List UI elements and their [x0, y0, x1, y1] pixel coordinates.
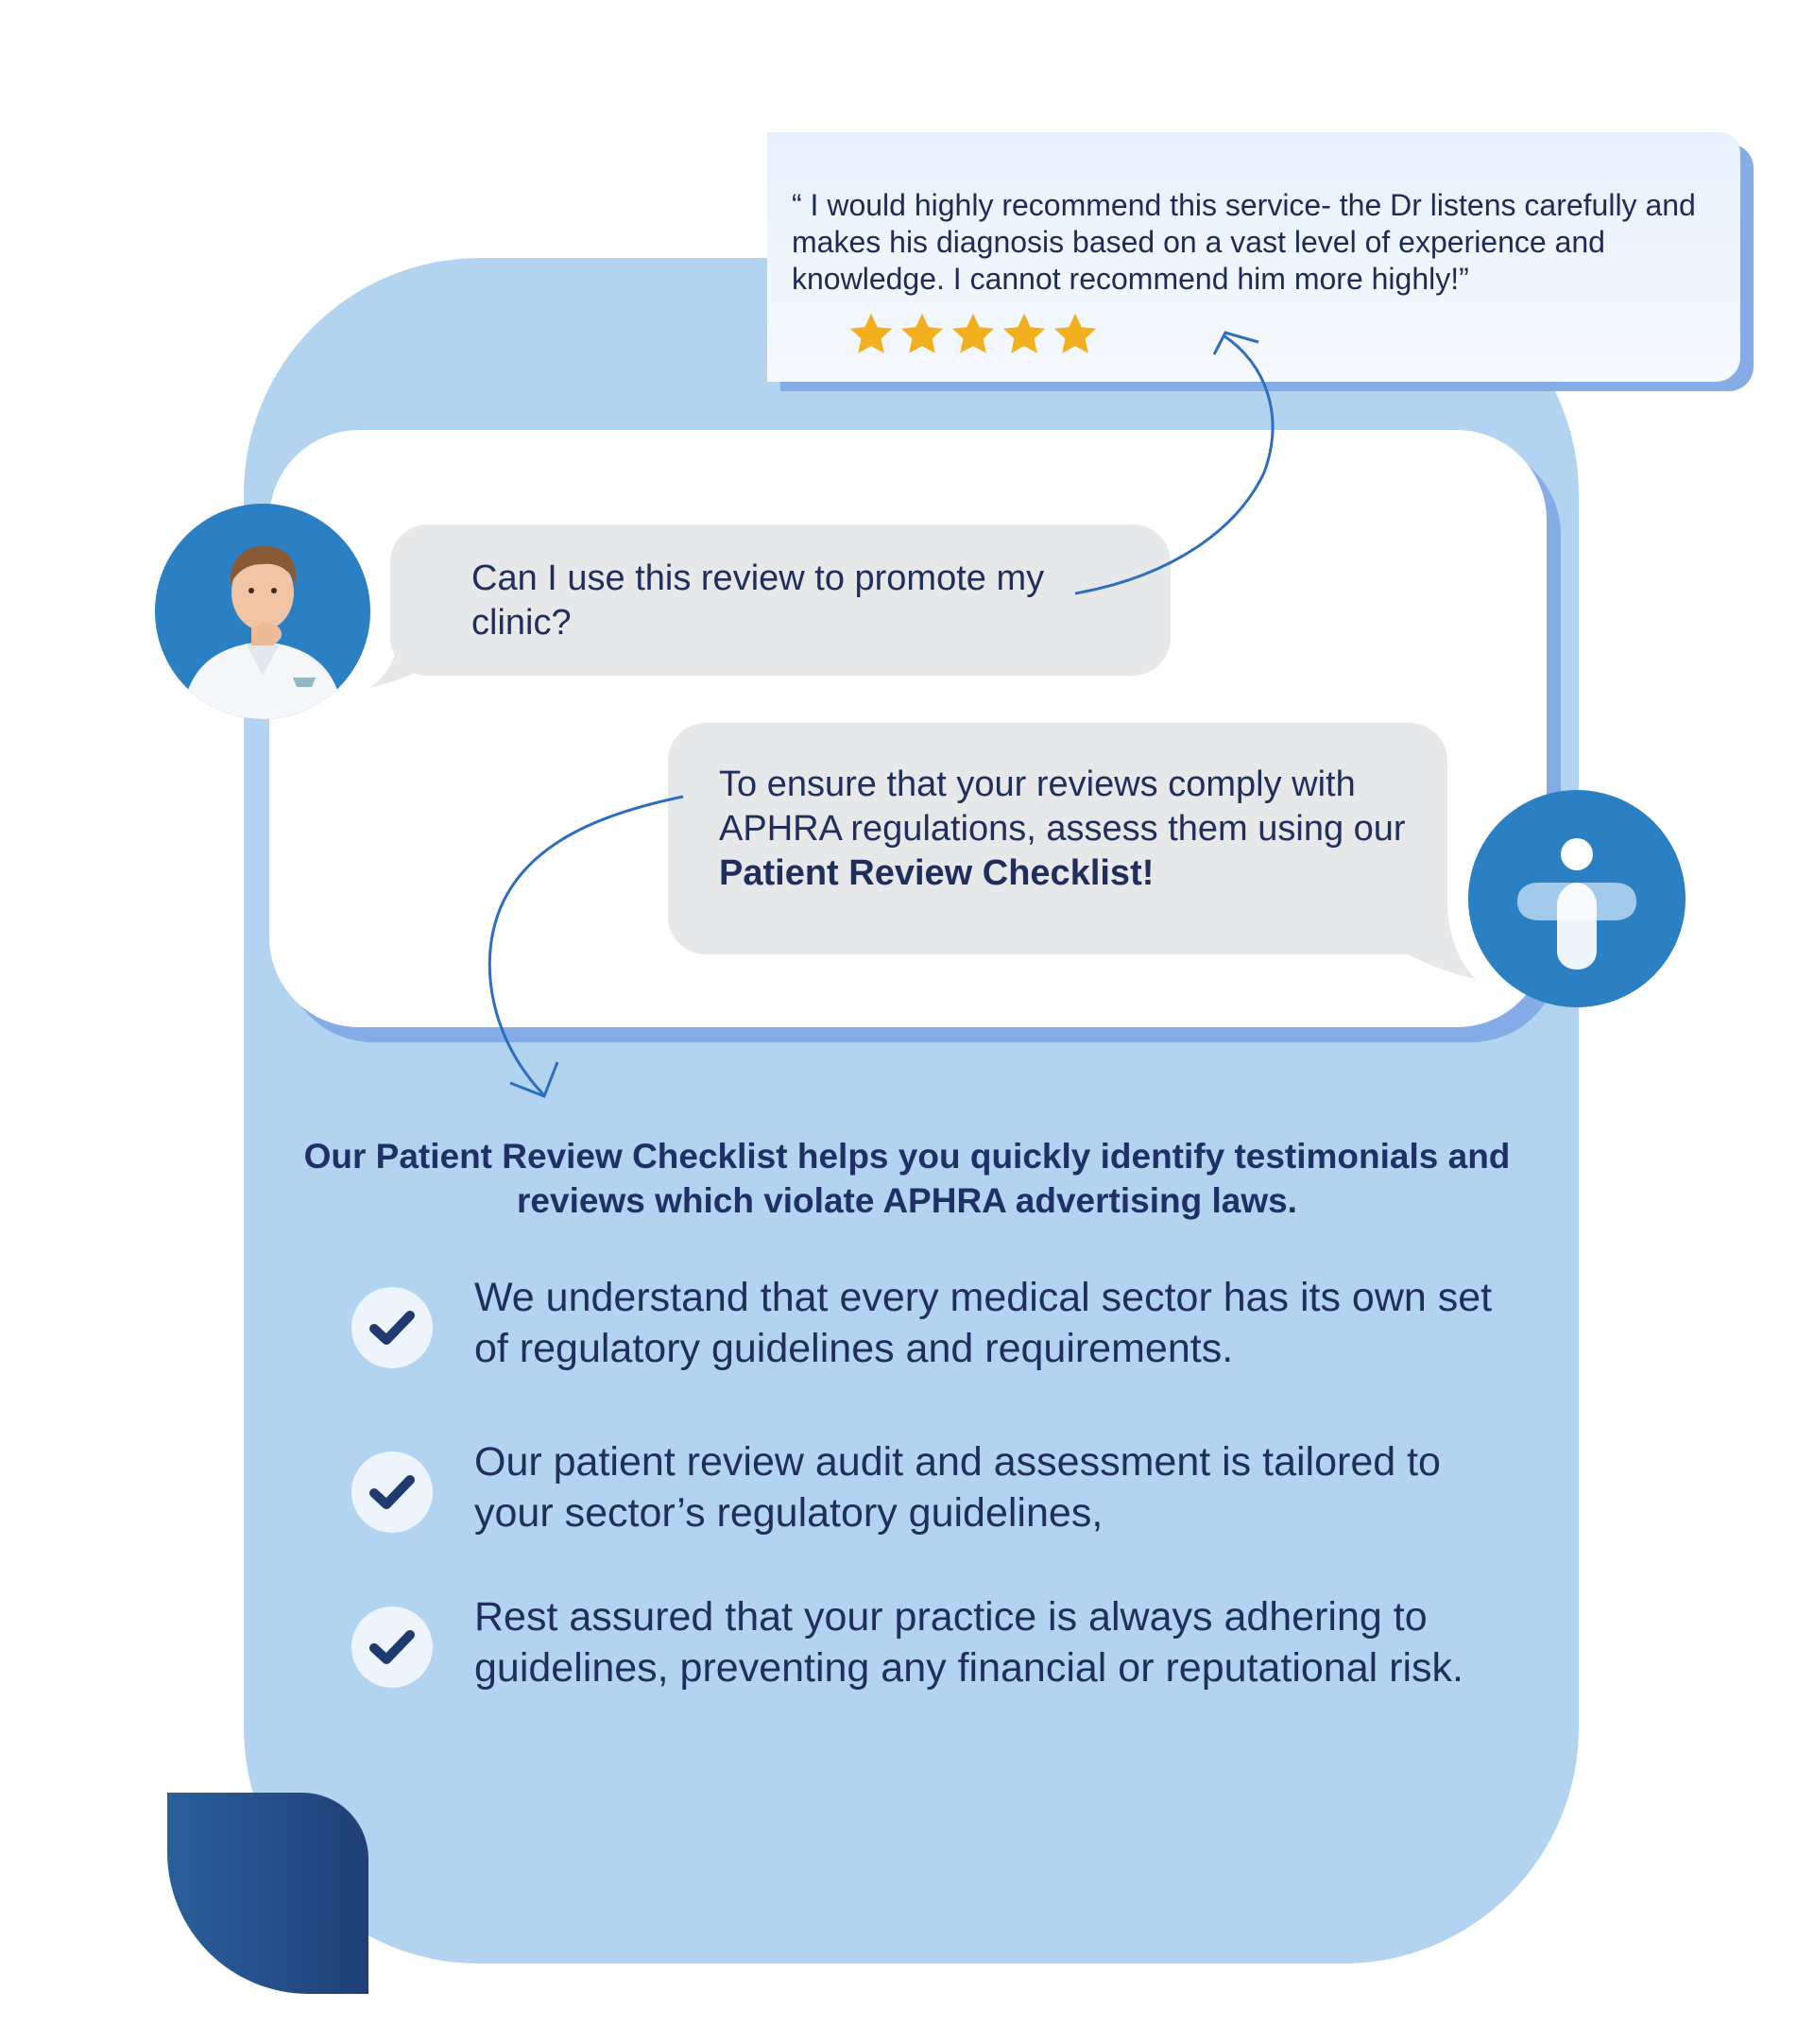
- answer-highlight: Patient Review Checklist!: [719, 853, 1155, 893]
- answer-prefix: To ensure that your reviews comply with APHRA regulations, assess them using our: [719, 764, 1406, 849]
- arrow-to-checklist-head: [510, 1062, 557, 1096]
- checkmark-icon: [351, 1451, 433, 1533]
- checklist-item-text: Rest assured that your practice is always adhering to guidelines, preventing any financial or reputational risk.: [474, 1594, 1463, 1691]
- review-quote: “ I would highly recommend this service- the Dr listens carefully and makes his diagnosis based on a vast level of experience and knowledge. I cannot recommend him more highly!”: [792, 188, 1696, 296]
- arrow-to-review: [1075, 335, 1273, 593]
- checkmark-icon: [351, 1606, 433, 1688]
- checkmark-icon: [351, 1287, 433, 1368]
- checklist-heading: Our Patient Review Checklist helps you quickly identify testimonials and reviews which violate APHRA advertising laws.: [303, 1137, 1511, 1220]
- checklist-item-text: Our patient review audit and assessment is tailored to your sector’s regulatory guidelines,: [474, 1439, 1441, 1536]
- checklist-item-text: We understand that every medical sector has its own set of regulatory guidelines and requirements.: [474, 1275, 1493, 1371]
- question-text: Can I use this review to promote my clinic?: [471, 558, 1045, 643]
- arrow-to-checklist: [489, 797, 683, 1094]
